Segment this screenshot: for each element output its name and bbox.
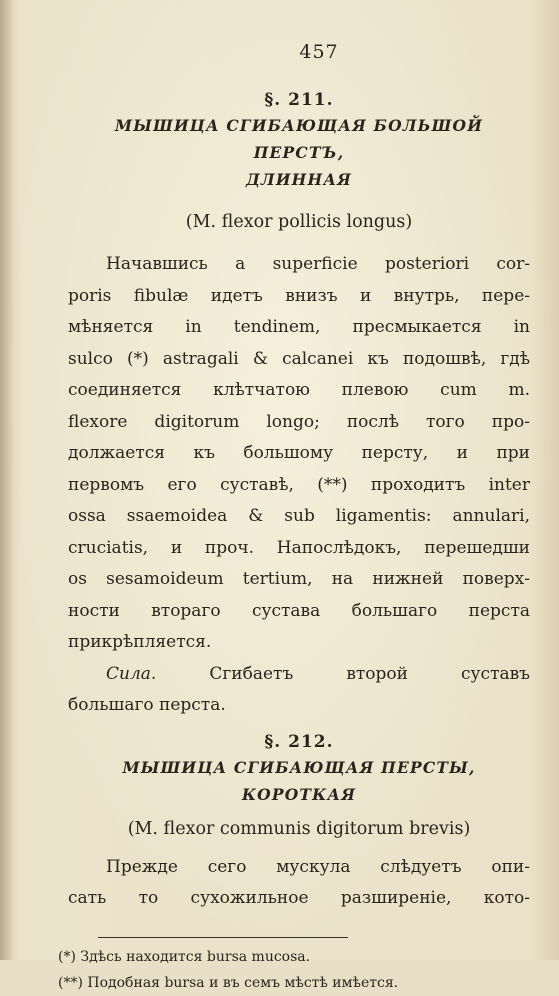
body-line: первомъ его суставѣ, (**) проходитъ inter [68, 474, 530, 495]
page-binding-shadow [0, 0, 14, 960]
body-line: sulco (*) astragali & calcanei къ подошвѣ, гдѣ [68, 348, 530, 369]
body-line: cruciatis, и проч. Напослѣдокъ, перешедши [68, 537, 530, 558]
section-212-body [68, 852, 530, 915]
footnote-divider [98, 937, 348, 938]
body-line: мѣняется in tendinem, пресмыкается in [68, 317, 530, 337]
page-content [58, 38, 530, 996]
force-label: Сила. [106, 663, 157, 684]
body-line: ossa ssaemoidea & sub ligamentis: annulari, [68, 506, 530, 526]
section-212-heading: МЫШИЦА СГИБАЮЩАЯ ПЕРСТЫ, КОРОТКАЯ [122, 757, 476, 804]
section-211-heading-line2: ДЛИННАЯ [245, 170, 353, 189]
section-211-heading-line1: МЫШИЦА СГИБАЮЩАЯ БОЛЬШОЙ ПЕРСТЪ, [114, 116, 484, 162]
section-211-number: §. 211. [264, 90, 334, 110]
force-line [68, 659, 530, 691]
section-212-latin-name: (M. flexor communis digitorum brevis) [127, 818, 471, 839]
body-line: ности втораго сустава большаго перста [68, 600, 530, 621]
body-line: соединяется клѣтчатою плевою cum m. [68, 380, 530, 400]
body-line: Начавшись a superficie posteriori cor- [106, 254, 530, 274]
body-line: flexore digitorum longo; послѣ того про- [68, 411, 530, 432]
section-211-latin-name: (M. flexor pollicis longus) [185, 212, 413, 232]
section-211-body [68, 249, 530, 722]
footnote-2: (**) Подобная bursa и въ семъ мѣстѣ имѣется. [58, 974, 399, 991]
body-line: poris fibulæ идетъ внизъ и внутрь, пере- [68, 285, 530, 306]
body-line: os sesamoideum tertium, на нижней поверх- [68, 569, 530, 589]
page-number: 457 [299, 41, 339, 63]
body-line: прикрѣпляется. [68, 632, 212, 652]
footnote-1: (*) Здѣсь находится bursa mucosa. [58, 948, 311, 965]
body-line: сать то сухожильное разширеніе, кото- [68, 888, 530, 908]
section-212-number: §. 212. [264, 731, 334, 752]
force-line: большаго перста. [68, 695, 226, 715]
body-line: должается къ большому персту, и при [68, 443, 530, 463]
body-line: Прежде сего мускула слѣдуетъ опи- [106, 856, 530, 877]
force-text: Сгибаетъ второй суставъ [209, 663, 530, 684]
